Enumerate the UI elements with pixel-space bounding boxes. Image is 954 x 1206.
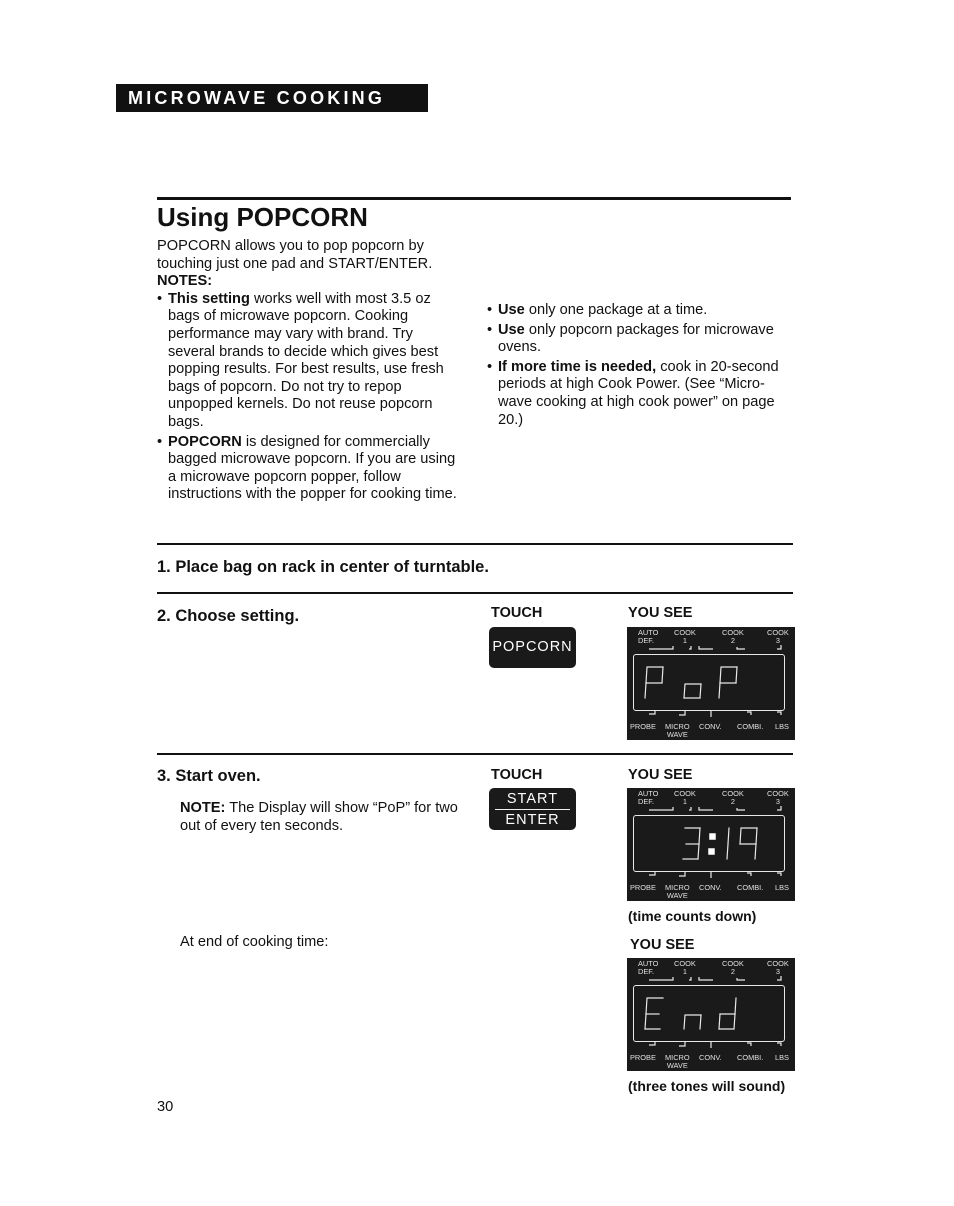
start-label: START — [506, 791, 559, 807]
right-column — [487, 302, 792, 431]
notes-heading: NOTES: — [157, 273, 213, 290]
intro-text: POPCORN allows you to pop popcorn by touching just one pad and START/ENTER. — [157, 238, 433, 272]
step-1-heading: 1. Place bag on rack in center of turntable. — [157, 558, 489, 576]
end-readout — [639, 983, 779, 1045]
display-end: AUTO DEF. COOK 1 COOK 2 COOK 3 PROBE MICRO WAVE CONV. COMBI. LBS — [627, 958, 795, 1071]
you-see-label: YOU SEE — [630, 937, 695, 953]
end-label: At end of cooking time: — [180, 934, 329, 950]
display-pop: AUTO DEF. COOK 1 COOK 2 COOK 3 PROBE MICRO WAVE CONV. COMBI. LBS — [627, 627, 795, 740]
page-title: Using POPCORN — [157, 202, 368, 232]
step-2-heading: 2. Choose setting. — [157, 607, 300, 625]
key-divider — [495, 809, 570, 810]
step-3-note: NOTE: The Display will show “PoP” for two out of every ten seconds. — [180, 800, 458, 834]
page-number: 30 — [157, 1099, 174, 1115]
display-time: AUTO DEF. COOK 1 COOK 2 COOK 3 PROBE MICRO WAVE CONV. COMBI. LBS — [627, 788, 795, 901]
popcorn-key[interactable]: POPCORN — [489, 627, 576, 668]
you-see-label: YOU SEE — [628, 767, 693, 783]
divider — [157, 543, 793, 545]
touch-label: TOUCH — [491, 605, 543, 621]
step-3-heading: 3. Start oven. — [157, 767, 261, 785]
tones-caption: (three tones will sound) — [628, 1078, 786, 1094]
note-item: • Use only one package at a time. — [487, 302, 792, 320]
note-item: • This setting works well with most 3.5 oz bags of microwave popcorn. Cooking performance may vary with brand. Try several brands to decide which gives best popping results. For best results, use fresh bags of popcorn. Do not try to repop unpopped kernels. Do not reuse popcorn bags. — [157, 291, 462, 432]
notes-list-right — [487, 302, 792, 429]
divider — [157, 753, 793, 755]
pop-readout — [639, 652, 779, 714]
note-item: • Use only popcorn packages for microwave ovens. — [487, 322, 792, 357]
left-column — [157, 238, 462, 506]
touch-label: TOUCH — [491, 767, 543, 783]
section-banner: MICROWAVE COOKING — [116, 84, 428, 112]
time-readout — [639, 813, 779, 875]
you-see-label: YOU SEE — [628, 605, 693, 621]
note-item: • POPCORN is designed for commercially bagged microwave popcorn. If you are using a microwave popcorn popper, follow instructions with the popper for cooking time. — [157, 434, 462, 504]
note-item: • If more time is needed, cook in 20-second periods at high Cook Power. (See “Micro-wave cooking at high cook power” on page 20.) — [487, 359, 792, 429]
time-counts-caption: (time counts down) — [628, 908, 757, 924]
notes-list-left — [157, 291, 462, 504]
divider — [157, 592, 793, 594]
enter-label: ENTER — [505, 812, 560, 828]
start-enter-key[interactable] — [489, 788, 576, 830]
